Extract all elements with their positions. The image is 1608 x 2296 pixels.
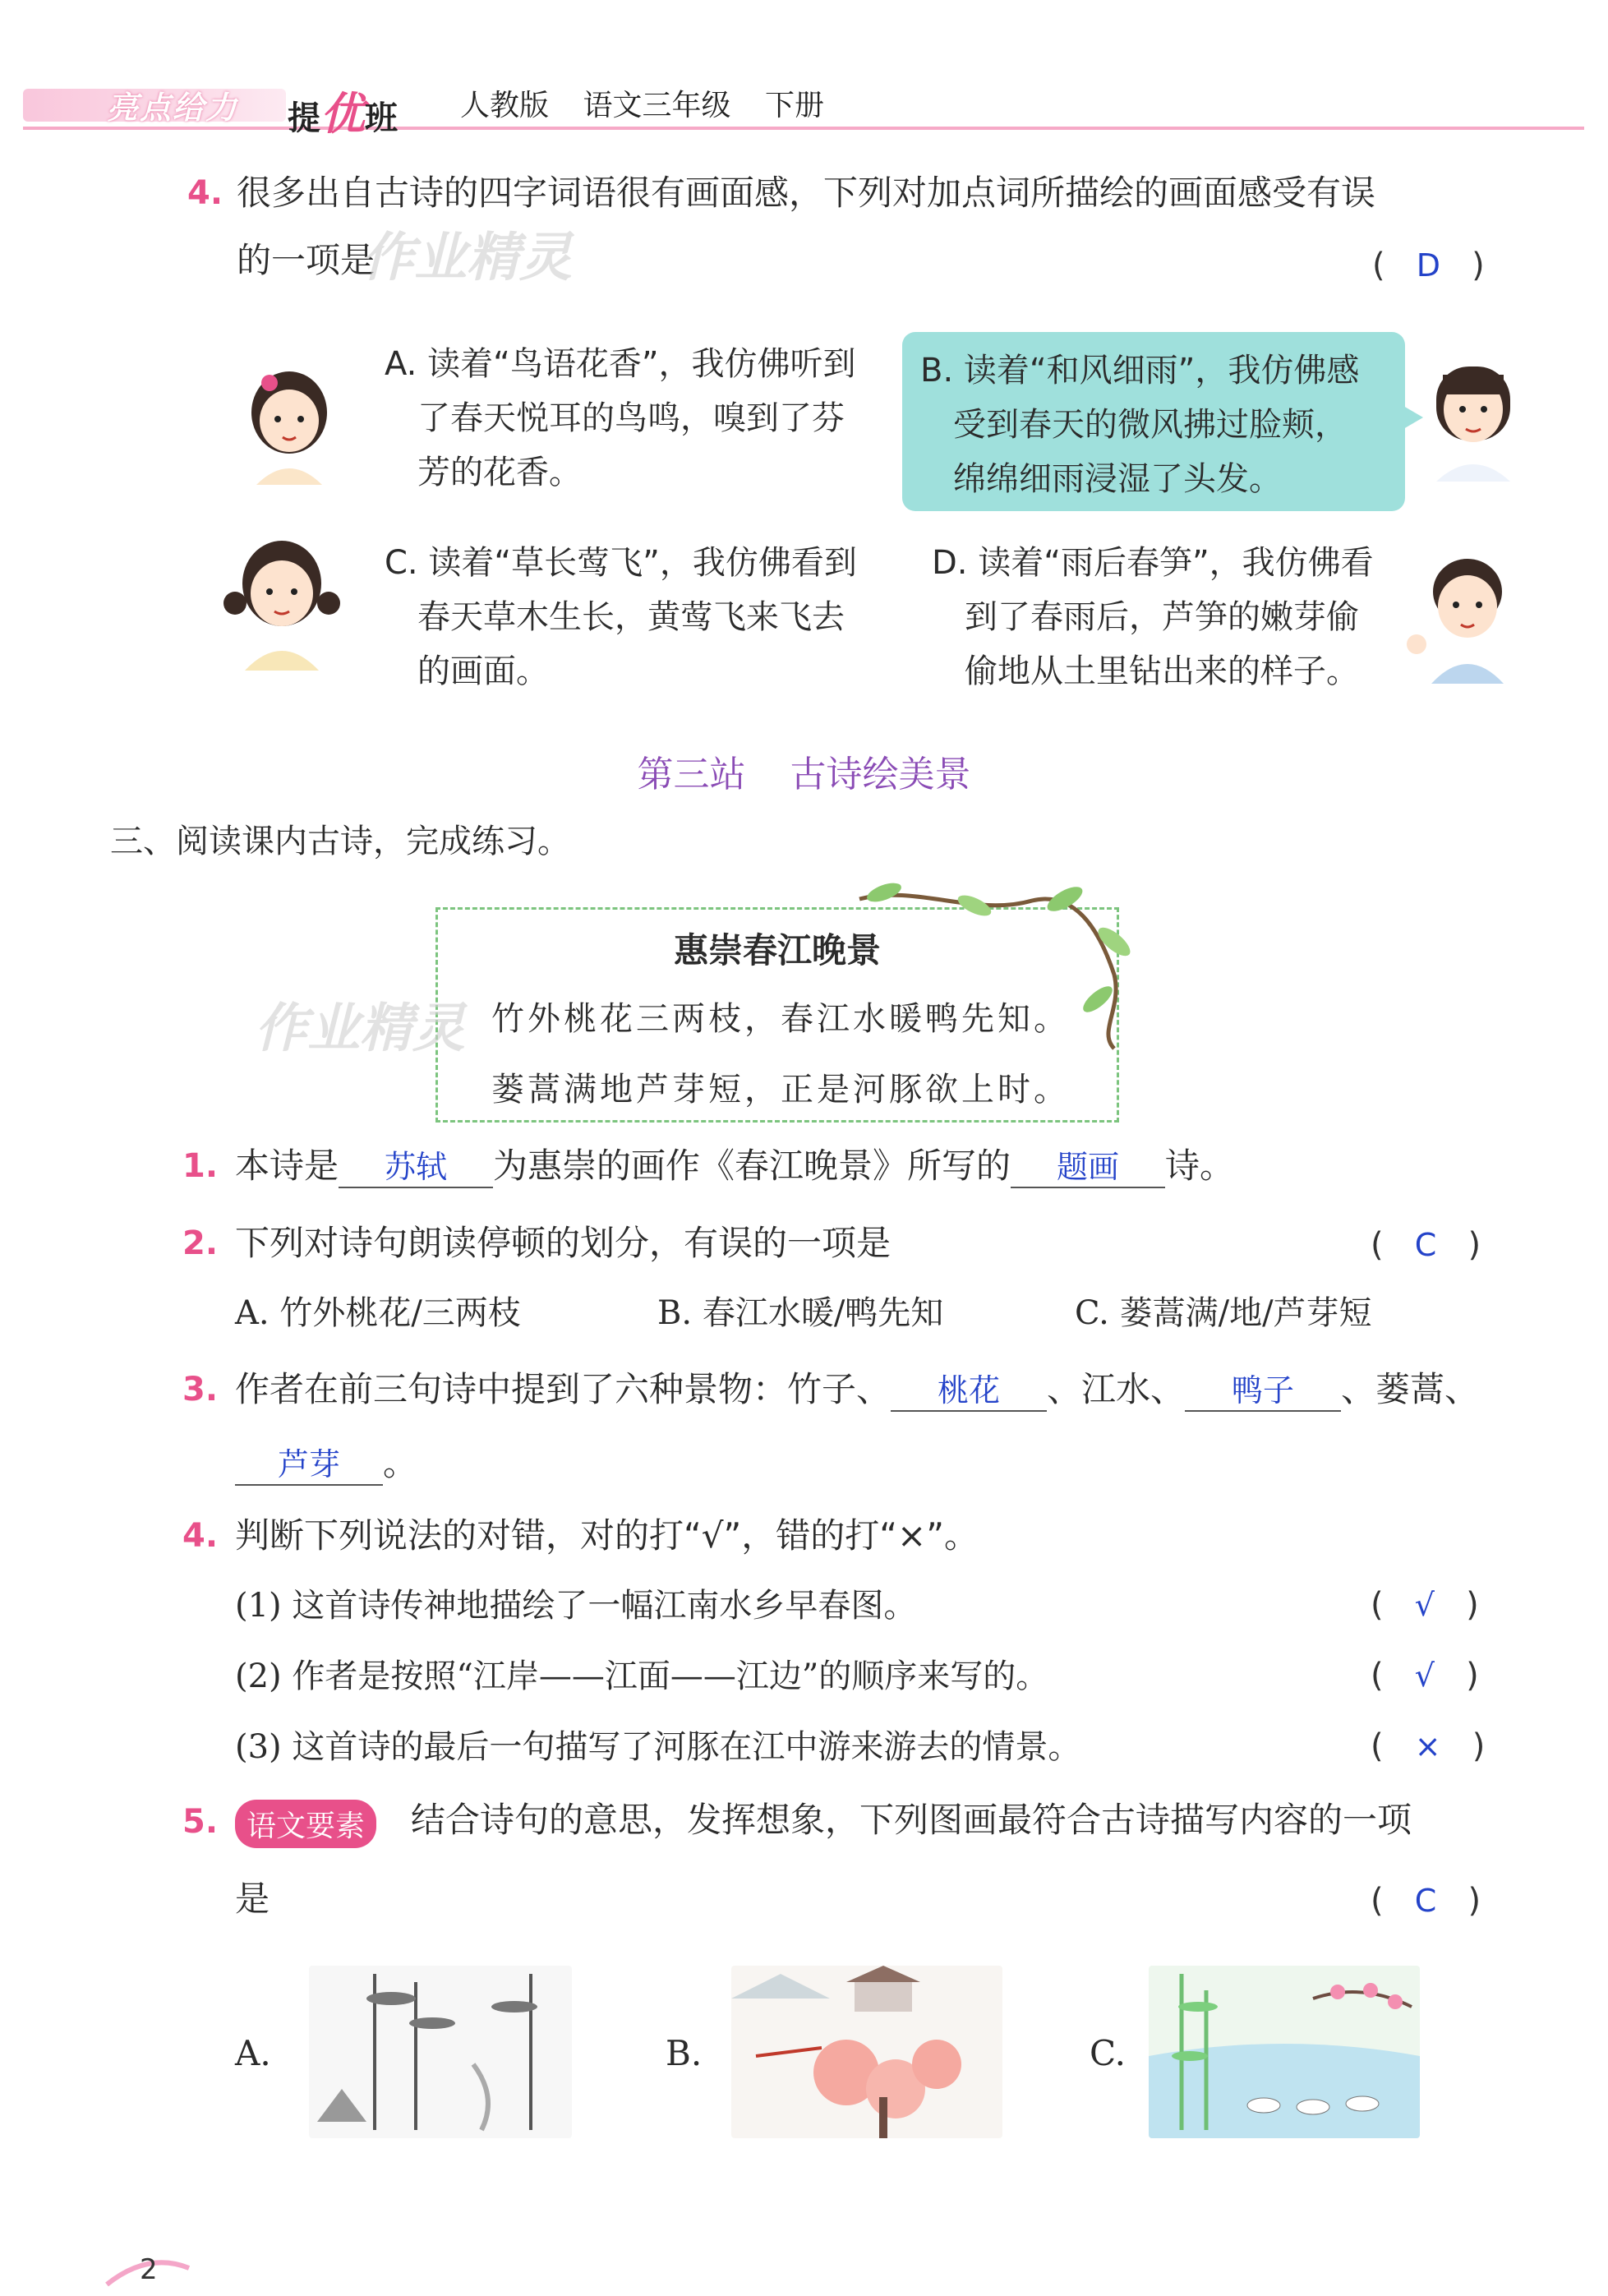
page-number: 2 [140,2253,158,2286]
q4-item3-bracket: ( × ) [1371,1727,1486,1765]
q1-blank1: 苏轼 [385,1149,448,1185]
q4-item2-answer: √ [1414,1657,1435,1694]
q5-answer-bracket: ( C ) [1371,1882,1481,1920]
q5-answer: C [1414,1883,1437,1919]
girl-a-illustration [232,362,347,493]
poem-line2: 蒌蒿满地芦芽短，正是河豚欲上时。 [491,1071,1070,1109]
q4-top-text-line2: 的一项是 [237,240,376,280]
q5-number: 5. [182,1803,219,1841]
q3-text-line1: 作者在前三句诗中提到了六种景物：竹子、 桃花 、江水、 鸭子 、蒌蒿、 [235,1369,1479,1412]
option-c [385,536,861,698]
poem-line1: 竹外桃花三两枝，春江水暖鸭先知。 [491,1000,1070,1038]
option-a [385,337,861,500]
q3-number: 3. [182,1371,219,1408]
q4-item1-answer: √ [1414,1587,1435,1623]
q5-option-c-label: C. [1090,2033,1126,2073]
q4-item3: (3) 这首诗的最后一句描写了河豚在江中游来游去的情景。 [235,1728,1081,1766]
q4-top-answer: D [1416,247,1441,284]
boy-d-illustration [1402,546,1525,685]
series-title: 提优班 [288,88,398,140]
option-d [932,536,1408,698]
q2-answer: C [1414,1227,1437,1263]
option-d-line3: 偷地从土里钻出来的样子。 [965,652,1359,690]
watermark: 作业精灵 [362,228,572,288]
q1-number: 1. [182,1147,219,1185]
q4-text: 判断下列说法的对错，对的打“√”，错的打“×”。 [235,1515,979,1556]
q4-item2: (2) 作者是按照“江岸——江面——江边”的顺序来写的。 [235,1657,1049,1695]
watermark-2: 作业精灵 [255,998,465,1059]
book-info [460,82,824,124]
river-ducks-picture [1149,1966,1420,2138]
q4-top-answer-bracket: ( D ) [1372,247,1485,284]
q5-text-line2: 是 [235,1879,270,1919]
q5-option-b-label: B. [666,2033,703,2073]
q4-number: 4. [182,1517,219,1555]
q3-blank1: 桃花 [938,1372,1001,1408]
q2-text: 下列对诗句朗读停顿的划分，有误的一项是 [235,1223,892,1263]
station-heading [0,745,1608,797]
option-b [902,332,1405,511]
q2-answer-bracket: ( C ) [1371,1226,1481,1264]
q5-option-a-label: A. [235,2033,271,2073]
volume: 下册 [764,89,824,122]
q3-blank2: 鸭子 [1232,1372,1295,1408]
q4-item3-answer: × [1414,1728,1441,1764]
option-a-line3: 芳的花香。 [417,454,582,491]
option-c-line1: C. 读着“草长莺飞”，我仿佛看到 [385,544,857,582]
q4-item1-bracket: ( √ ) [1371,1586,1479,1624]
option-a-line2: 了春天悦耳的鸟鸣，嗅到了芬 [417,399,845,437]
girl-b-illustration [1420,350,1527,482]
q2-number: 2. [182,1224,219,1262]
q4-item2-bracket: ( √ ) [1371,1657,1479,1694]
q2-option-a: A. 竹外桃花/三两枝 [235,1294,521,1332]
header-divider [23,127,1584,130]
poem-title: 惠崇春江晚景 [673,930,881,970]
option-b-line3: 绵绵细雨浸湿了头发。 [953,460,1282,498]
section3-heading: 三、阅读课内古诗，完成练习。 [110,823,570,860]
peach-blossom-house-picture [731,1966,1002,2138]
station-title: 古诗绘美景 [790,754,971,795]
option-c-line3: 的画面。 [417,652,549,690]
q4-item1: (1) 这首诗传神地描绘了一幅江南水乡早春图。 [235,1587,917,1625]
header-brand: 亮点给力 [107,90,239,126]
option-c-line2: 春天草木生长，黄莺飞来飞去 [417,598,845,636]
q5-text-line1: 结合诗句的意思，发挥想象，下列图画最符合古诗描写内容的一项 [411,1800,1412,1840]
q3-blank3: 芦芽 [277,1446,340,1482]
q4-top-text-line1: 很多出自古诗的四字词语很有画面感，下列对加点词所描绘的画面感受有误 [237,173,1376,213]
station-name: 第三站 [637,754,746,795]
q4-top-number: 4. [187,174,223,212]
q3-text-line2: 芦芽 。 [235,1443,417,1486]
option-b-line1: B. 读着“和风细雨”，我仿佛感 [920,352,1360,390]
option-b-line2: 受到春天的微风拂过脸颊， [953,406,1348,444]
q1-text: 本诗是 苏轼 为惠崇的画作《春江晚景》所写的 题画 诗。 [235,1146,1234,1188]
bamboo-waterfall-picture [309,1966,572,2138]
edition: 人教版 [460,89,550,122]
q2-option-c: C. 蒌蒿满/地/芦芽短 [1075,1294,1372,1332]
option-a-line1: A. 读着“鸟语花香”，我仿佛听到 [385,345,856,383]
girl-c-illustration [220,533,343,672]
q2-option-b: B. 春江水暖/鸭先知 [657,1294,944,1332]
option-d-line2: 到了春雨后，芦笋的嫩芽偷 [965,598,1359,636]
q1-blank2: 题画 [1057,1149,1120,1185]
option-d-line1: D. 读着“雨后春笋”，我仿佛看 [932,544,1374,582]
q5-tag: 语文要素 [235,1800,376,1848]
subject: 语文三年级 [583,89,731,122]
